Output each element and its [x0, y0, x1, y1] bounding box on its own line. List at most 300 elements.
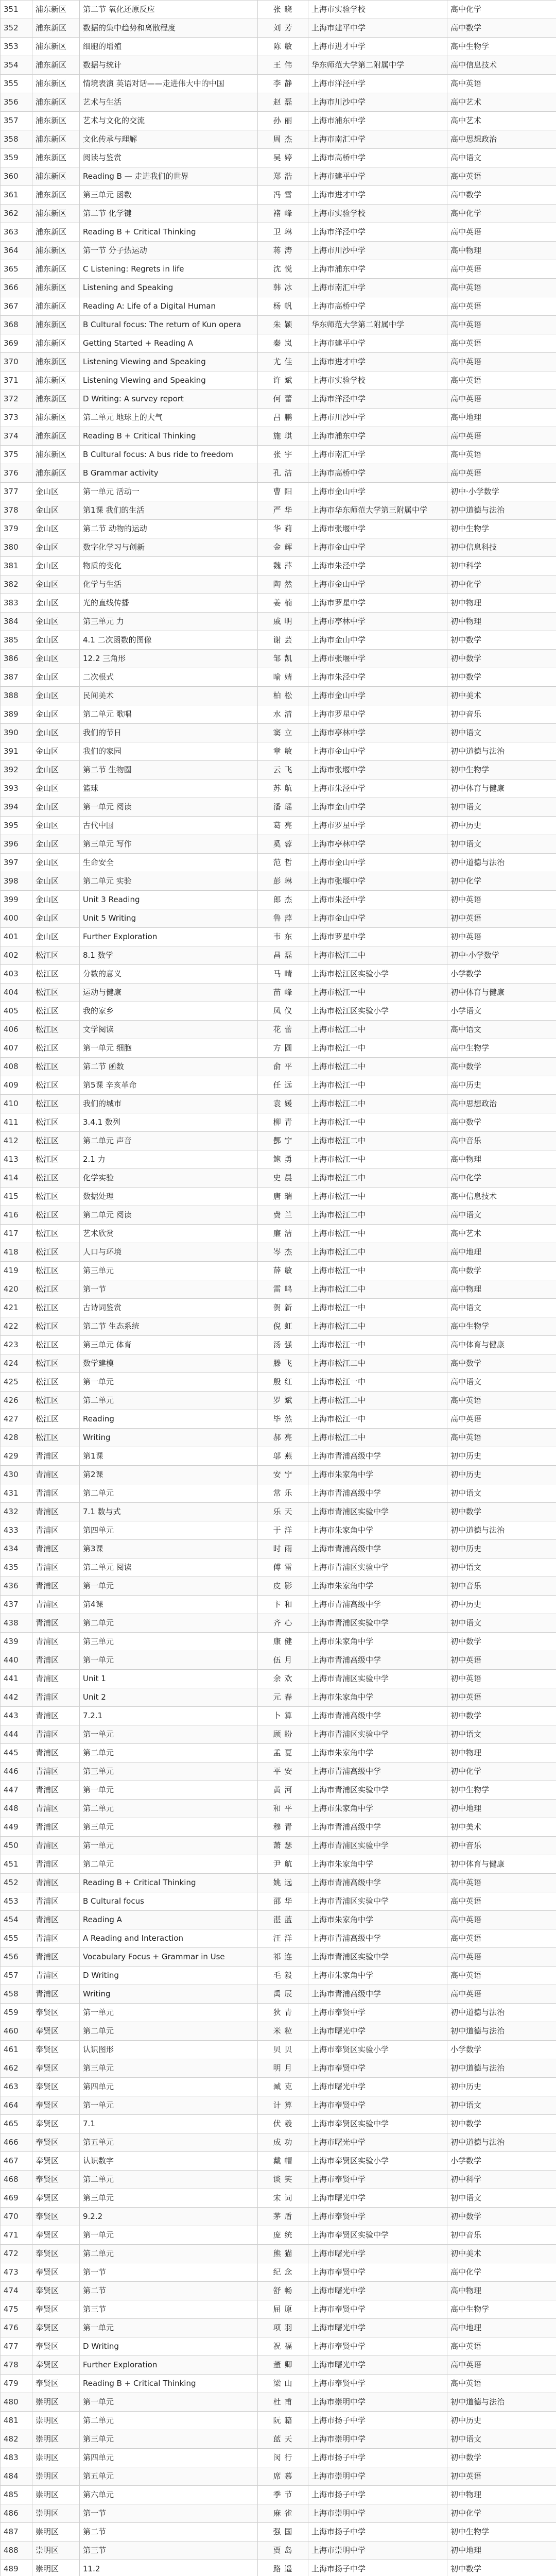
school-cell: 上海市洋泾中学: [308, 75, 447, 93]
row-number: 391: [1, 742, 32, 761]
school-cell: 上海市奉贤区实验中学: [308, 2115, 447, 2133]
lesson-title-cell: Reading: [80, 1410, 258, 1429]
district-cell: 金山区: [32, 501, 80, 520]
row-number: 489: [1, 2560, 32, 2576]
teacher-name-cell: 姜 楠: [258, 594, 308, 613]
school-cell: 上海市高桥中学: [308, 149, 447, 167]
subject-cell: 高中语文: [447, 1373, 556, 1392]
table-row: [1, 1892, 556, 1911]
district-cell: 奉贤区: [32, 2282, 80, 2300]
district-cell: 青浦区: [32, 1781, 80, 1800]
subject-cell: 高中生物学: [447, 38, 556, 56]
district-cell: 浦东新区: [32, 409, 80, 427]
teacher-name-cell: 黄 河: [258, 1781, 308, 1800]
table-row: [1, 854, 556, 872]
teacher-name-cell: 李 静: [258, 75, 308, 93]
row-number: 487: [1, 2523, 32, 2541]
table-row: [1, 1, 556, 19]
table-row: [1, 1002, 556, 1021]
lesson-title-cell: 4.1 二次函数的图像: [80, 631, 258, 650]
district-cell: 奉贤区: [32, 2263, 80, 2282]
teacher-name-cell: 舒 畅: [258, 2282, 308, 2300]
subject-cell: 高中英语: [447, 1967, 556, 1985]
school-cell: 上海市南汇中学: [308, 130, 447, 149]
district-cell: 奉贤区: [32, 2004, 80, 2022]
table-row: [1, 316, 556, 334]
row-number: 429: [1, 1447, 32, 1466]
district-cell: 浦东新区: [32, 353, 80, 371]
teacher-name-cell: 鲁 萍: [258, 909, 308, 928]
table-row: [1, 1262, 556, 1280]
district-cell: 松江区: [32, 1058, 80, 1076]
school-cell: 上海市曙光中学: [308, 2078, 447, 2096]
row-number: 386: [1, 650, 32, 668]
district-cell: 金山区: [32, 817, 80, 835]
table-row: [1, 1058, 556, 1076]
lesson-title-cell: 第三单元: [80, 2189, 258, 2208]
district-cell: 奉贤区: [32, 2022, 80, 2041]
district-cell: 浦东新区: [32, 130, 80, 149]
row-number: 411: [1, 1113, 32, 1132]
table-row: [1, 371, 556, 390]
teacher-name-cell: 成 功: [258, 2133, 308, 2152]
school-cell: 上海市曙光中学: [308, 2282, 447, 2300]
table-row: [1, 984, 556, 1002]
district-cell: 浦东新区: [32, 1, 80, 19]
table-row: [1, 1095, 556, 1113]
school-cell: 上海市建平中学: [308, 334, 447, 353]
teacher-name-cell: 奚 蓉: [258, 835, 308, 854]
row-number: 389: [1, 705, 32, 724]
school-cell: 上海市青浦区实验中学: [308, 1558, 447, 1577]
lesson-title-cell: 第一单元: [80, 2004, 258, 2022]
subject-cell: 初中语文: [447, 1484, 556, 1503]
district-cell: 浦东新区: [32, 242, 80, 260]
table-row: [1, 946, 556, 965]
school-cell: 上海市奉贤区实验小学: [308, 2152, 447, 2171]
row-number: 482: [1, 2430, 32, 2449]
district-cell: 金山区: [32, 779, 80, 798]
teacher-name-cell: 潘 瑶: [258, 798, 308, 817]
table-row: [1, 1837, 556, 1855]
school-cell: 上海市奉贤中学: [308, 2375, 447, 2393]
teacher-name-cell: 陶 然: [258, 575, 308, 594]
lesson-title-cell: 第四单元: [80, 2078, 258, 2096]
district-cell: 奉贤区: [32, 2189, 80, 2208]
lesson-title-cell: 古代中国: [80, 817, 258, 835]
lesson-title-cell: 第一单元: [80, 1837, 258, 1855]
school-cell: 上海市罗星中学: [308, 594, 447, 613]
subject-cell: 初中语文: [447, 1614, 556, 1633]
school-cell: 上海市松江二中: [308, 1317, 447, 1336]
row-number: 432: [1, 1503, 32, 1521]
lesson-title-cell: Reading B + Critical Thinking: [80, 2375, 258, 2393]
district-cell: 青浦区: [32, 1725, 80, 1744]
table-row: [1, 409, 556, 427]
row-number: 422: [1, 1317, 32, 1336]
row-number: 483: [1, 2449, 32, 2467]
lesson-title-cell: 第二单元: [80, 2245, 258, 2263]
row-number: 403: [1, 965, 32, 984]
row-number: 397: [1, 854, 32, 872]
district-cell: 金山区: [32, 557, 80, 575]
school-cell: 上海市奉贤区实验小学: [308, 2041, 447, 2059]
row-number: 369: [1, 334, 32, 353]
lesson-title-cell: 第1课 我们的生活: [80, 501, 258, 520]
school-cell: 上海市曙光中学: [308, 2356, 447, 2375]
subject-cell: 初中英语: [447, 1670, 556, 1688]
district-cell: 奉贤区: [32, 2300, 80, 2319]
row-number: 371: [1, 371, 32, 390]
row-number: 450: [1, 1837, 32, 1855]
school-cell: 上海市建平中学: [308, 167, 447, 186]
teacher-name-cell: 吕 鹏: [258, 409, 308, 427]
subject-cell: 高中英语: [447, 1948, 556, 1967]
subject-cell: 高中生物学: [447, 1317, 556, 1336]
teacher-name-cell: 闵 行: [258, 2449, 308, 2467]
row-number: 383: [1, 594, 32, 613]
subject-cell: 高中英语: [447, 167, 556, 186]
district-cell: 金山区: [32, 705, 80, 724]
teacher-name-cell: 章 敏: [258, 742, 308, 761]
row-number: 393: [1, 779, 32, 798]
lesson-title-cell: 第一单元 细胞: [80, 1039, 258, 1058]
subject-cell: 小学数学: [447, 2152, 556, 2171]
row-number: 473: [1, 2263, 32, 2282]
row-number: 435: [1, 1558, 32, 1577]
lesson-title-cell: 数字化学习与创新: [80, 538, 258, 557]
lesson-title-cell: 第四单元: [80, 2449, 258, 2467]
teacher-name-cell: 齐 心: [258, 1614, 308, 1633]
row-number: 478: [1, 2356, 32, 2375]
subject-cell: 高中英语: [447, 279, 556, 297]
table-row: [1, 2189, 556, 2208]
row-number: 458: [1, 1985, 32, 2004]
table-row: [1, 2523, 556, 2541]
table-row: [1, 872, 556, 891]
teacher-name-cell: 唐 瑞: [258, 1188, 308, 1206]
table-row: [1, 2504, 556, 2523]
table-row: [1, 1762, 556, 1781]
lesson-title-cell: 第4课: [80, 1596, 258, 1614]
subject-cell: 高中英语: [447, 427, 556, 446]
table-row: [1, 1800, 556, 1818]
table-row: [1, 2393, 556, 2412]
row-number: 428: [1, 1429, 32, 1447]
table-row: [1, 1985, 556, 2004]
school-cell: 上海市青浦区实验中学: [308, 1670, 447, 1688]
school-cell: 上海市朱家角中学: [308, 1855, 447, 1874]
teacher-name-cell: 廉 洁: [258, 1225, 308, 1243]
subject-cell: 高中体育与健康: [447, 1336, 556, 1354]
school-cell: 上海市青浦高级中学: [308, 1484, 447, 1503]
subject-cell: 初中英语: [447, 1651, 556, 1670]
teacher-name-cell: 严 华: [258, 501, 308, 520]
lesson-title-cell: 民间美术: [80, 687, 258, 705]
lesson-title-cell: Further Exploration: [80, 2356, 258, 2375]
subject-cell: 小学数学: [447, 965, 556, 984]
lesson-title-cell: 分数的意义: [80, 965, 258, 984]
district-cell: 奉贤区: [32, 2375, 80, 2393]
row-number: 412: [1, 1132, 32, 1150]
row-number: 359: [1, 149, 32, 167]
school-cell: 上海市朱泾中学: [308, 779, 447, 798]
teacher-name-cell: 柳 青: [258, 1113, 308, 1132]
district-cell: 松江区: [32, 1429, 80, 1447]
school-cell: 上海市朱泾中学: [308, 557, 447, 575]
school-cell: 上海市扬子中学: [308, 2560, 447, 2576]
lesson-title-cell: 认识数字: [80, 2152, 258, 2171]
row-number: 376: [1, 464, 32, 483]
school-cell: 上海市松江一中: [308, 1336, 447, 1354]
lesson-title-cell: 第一单元 活动一: [80, 483, 258, 501]
lesson-title-cell: 7.1 数与式: [80, 1503, 258, 1521]
district-cell: 青浦区: [32, 1874, 80, 1892]
row-number: 459: [1, 2004, 32, 2022]
lesson-title-cell: 数据处理: [80, 1188, 258, 1206]
subject-cell: 初中生物学: [447, 1781, 556, 1800]
lesson-title-cell: 化学实验: [80, 1169, 258, 1188]
district-cell: 崇明区: [32, 2504, 80, 2523]
row-number: 400: [1, 909, 32, 928]
row-number: 447: [1, 1781, 32, 1800]
row-number: 418: [1, 1243, 32, 1262]
teacher-name-cell: 鲍 勇: [258, 1150, 308, 1169]
lesson-title-cell: 第三单元 函数: [80, 186, 258, 205]
teacher-name-cell: 安 宁: [258, 1466, 308, 1484]
table-row: [1, 1688, 556, 1707]
district-cell: 浦东新区: [32, 38, 80, 56]
table-row: [1, 1113, 556, 1132]
subject-cell: 高中英语: [447, 1929, 556, 1948]
school-cell: 上海市崇明中学: [308, 2541, 447, 2560]
lesson-title-cell: Reading B + Critical Thinking: [80, 223, 258, 242]
row-number: 377: [1, 483, 32, 501]
subject-cell: 初中音乐: [447, 1837, 556, 1855]
row-number: 406: [1, 1021, 32, 1039]
district-cell: 松江区: [32, 1113, 80, 1132]
subject-cell: 高中地理: [447, 1243, 556, 1262]
subject-cell: 高中英语: [447, 464, 556, 483]
school-cell: 上海市扬子中学: [308, 2449, 447, 2467]
subject-cell: 初中语文: [447, 2096, 556, 2115]
table-row: [1, 2133, 556, 2152]
lesson-title-cell: 第三节: [80, 2541, 258, 2560]
row-number: 427: [1, 1410, 32, 1429]
district-cell: 青浦区: [32, 1762, 80, 1781]
teacher-name-cell: 顾 盼: [258, 1725, 308, 1744]
teacher-name-cell: 秦 岚: [258, 334, 308, 353]
school-cell: 上海市曙光中学: [308, 2245, 447, 2263]
teacher-name-cell: 朱 颖: [258, 316, 308, 334]
district-cell: 奉贤区: [32, 2078, 80, 2096]
teacher-name-cell: 屈 原: [258, 2300, 308, 2319]
subject-cell: 高中英语: [447, 1892, 556, 1911]
district-cell: 浦东新区: [32, 19, 80, 38]
district-cell: 崇明区: [32, 2467, 80, 2486]
teacher-name-cell: 蒋 涛: [258, 242, 308, 260]
row-number: 355: [1, 75, 32, 93]
district-cell: 青浦区: [32, 1929, 80, 1948]
subject-cell: 初中道德与法治: [447, 501, 556, 520]
subject-cell: 高中地理: [447, 2319, 556, 2337]
lesson-title-cell: 第一单元: [80, 2226, 258, 2245]
district-cell: 浦东新区: [32, 316, 80, 334]
school-cell: 上海市奉贤中学: [308, 2300, 447, 2319]
row-number: 446: [1, 1762, 32, 1781]
teacher-name-cell: 花 蕾: [258, 1021, 308, 1039]
lesson-title-cell: 第一节: [80, 2504, 258, 2523]
lesson-title-cell: Unit 5 Writing: [80, 909, 258, 928]
school-cell: 上海市青浦区实验中学: [308, 1725, 447, 1744]
table-row: [1, 1521, 556, 1540]
table-row: [1, 575, 556, 594]
school-cell: 上海市川沙中学: [308, 409, 447, 427]
row-number: 477: [1, 2337, 32, 2356]
row-number: 378: [1, 501, 32, 520]
table-row: [1, 1447, 556, 1466]
subject-cell: 初中化学: [447, 2504, 556, 2523]
district-cell: 奉贤区: [32, 2152, 80, 2171]
lesson-title-cell: 第三节: [80, 2300, 258, 2319]
district-cell: 浦东新区: [32, 149, 80, 167]
subject-cell: 初中道德与法治: [447, 2059, 556, 2078]
teacher-name-cell: 姚 远: [258, 1874, 308, 1892]
row-number: 385: [1, 631, 32, 650]
teacher-name-cell: 卜 算: [258, 1707, 308, 1725]
district-cell: 崇明区: [32, 2560, 80, 2576]
subject-cell: 初中历史: [447, 2412, 556, 2430]
table-row: [1, 817, 556, 835]
lesson-title-cell: 第二单元 实验: [80, 872, 258, 891]
row-number: 390: [1, 724, 32, 742]
subject-cell: 初中音乐: [447, 705, 556, 724]
table-row: [1, 1670, 556, 1688]
row-number: 423: [1, 1336, 32, 1354]
district-cell: 青浦区: [32, 1688, 80, 1707]
school-cell: 上海市实验学校: [308, 371, 447, 390]
district-cell: 浦东新区: [32, 223, 80, 242]
subject-cell: 初中历史: [447, 2078, 556, 2096]
lesson-title-cell: 11.2: [80, 2560, 258, 2576]
teacher-name-cell: 陈 敏: [258, 38, 308, 56]
table-row: [1, 1410, 556, 1429]
subject-cell: 高中历史: [447, 1076, 556, 1095]
school-cell: 上海市南汇中学: [308, 279, 447, 297]
district-cell: 青浦区: [32, 1967, 80, 1985]
lesson-title-cell: Listening Viewing and Speaking: [80, 371, 258, 390]
lesson-title-cell: Writing: [80, 1429, 258, 1447]
row-number: 408: [1, 1058, 32, 1076]
lesson-title-cell: 第二单元: [80, 1484, 258, 1503]
subject-cell: 初中道德与法治: [447, 742, 556, 761]
subject-cell: 初中物理: [447, 2486, 556, 2504]
teacher-name-cell: 王 伟: [258, 56, 308, 75]
teacher-name-cell: 彭 琳: [258, 872, 308, 891]
school-cell: 上海市亭林中学: [308, 724, 447, 742]
table-row: [1, 1206, 556, 1225]
teacher-name-cell: 谢 芸: [258, 631, 308, 650]
teacher-name-cell: 季 节: [258, 2486, 308, 2504]
lesson-title-cell: 第一节 分子热运动: [80, 242, 258, 260]
district-cell: 金山区: [32, 854, 80, 872]
table-row: [1, 1392, 556, 1410]
teacher-name-cell: 路 遥: [258, 2560, 308, 2576]
table-row: [1, 1577, 556, 1596]
table-row: [1, 1132, 556, 1150]
subject-cell: 初中英语: [447, 909, 556, 928]
teacher-name-cell: 孙 丽: [258, 112, 308, 130]
teacher-name-cell: 戚 明: [258, 613, 308, 631]
row-number: 357: [1, 112, 32, 130]
district-cell: 青浦区: [32, 1466, 80, 1484]
school-cell: 上海市奉贤中学: [308, 2337, 447, 2356]
district-cell: 青浦区: [32, 1596, 80, 1614]
district-cell: 奉贤区: [32, 2319, 80, 2337]
table-row: [1, 594, 556, 613]
subject-cell: 初中道德与法治: [447, 2022, 556, 2041]
school-cell: 上海市川沙中学: [308, 93, 447, 112]
teacher-name-cell: 伏 羲: [258, 2115, 308, 2133]
subject-cell: 初中道德与法治: [447, 1521, 556, 1540]
subject-cell: 初中英语: [447, 928, 556, 946]
district-cell: 松江区: [32, 946, 80, 965]
subject-cell: 初中生物学: [447, 520, 556, 538]
subject-cell: 初中数学: [447, 2115, 556, 2133]
lesson-title-cell: 运动与健康: [80, 984, 258, 1002]
table-row: [1, 1503, 556, 1521]
lesson-title-cell: 数据的集中趋势和离散程度: [80, 19, 258, 38]
teacher-name-cell: 皮 影: [258, 1577, 308, 1596]
district-cell: 松江区: [32, 965, 80, 984]
lesson-title-cell: 二次根式: [80, 668, 258, 687]
lesson-title-cell: 第五单元: [80, 2133, 258, 2152]
lesson-title-cell: 第五单元: [80, 2467, 258, 2486]
district-cell: 金山区: [32, 613, 80, 631]
row-number: 425: [1, 1373, 32, 1392]
table-row: [1, 1373, 556, 1392]
teacher-name-cell: 杜 甫: [258, 2393, 308, 2412]
table-row: [1, 2282, 556, 2300]
teacher-name-cell: 尹 航: [258, 1855, 308, 1874]
row-number: 426: [1, 1392, 32, 1410]
lesson-title-cell: B Cultural focus: A bus ride to freedom: [80, 446, 258, 464]
subject-cell: 高中数学: [447, 186, 556, 205]
school-cell: 华东师范大学第二附属中学: [308, 56, 447, 75]
teacher-name-cell: 雷 鸣: [258, 1280, 308, 1299]
subject-cell: 高中英语: [447, 2375, 556, 2393]
school-cell: 上海市奉贤中学: [308, 2263, 447, 2282]
school-cell: 上海市浦东中学: [308, 112, 447, 130]
school-cell: 上海市浦东中学: [308, 427, 447, 446]
district-cell: 松江区: [32, 1299, 80, 1317]
table-row: [1, 353, 556, 371]
teacher-name-cell: 韦 东: [258, 928, 308, 946]
district-cell: 崇明区: [32, 2449, 80, 2467]
lesson-title-cell: 第六单元: [80, 2486, 258, 2504]
lesson-title-cell: Listening and Speaking: [80, 279, 258, 297]
teacher-name-cell: 刘 芳: [258, 19, 308, 38]
lesson-title-cell: Vocabulary Focus + Grammar in Use: [80, 1948, 258, 1967]
district-cell: 浦东新区: [32, 371, 80, 390]
subject-cell: 初中英语: [447, 891, 556, 909]
subject-cell: 初中历史: [447, 1447, 556, 1466]
table-row: [1, 1280, 556, 1299]
row-number: 465: [1, 2115, 32, 2133]
school-cell: 上海市松江区实验小学: [308, 965, 447, 984]
table-row: [1, 2263, 556, 2282]
table-row: [1, 38, 556, 56]
